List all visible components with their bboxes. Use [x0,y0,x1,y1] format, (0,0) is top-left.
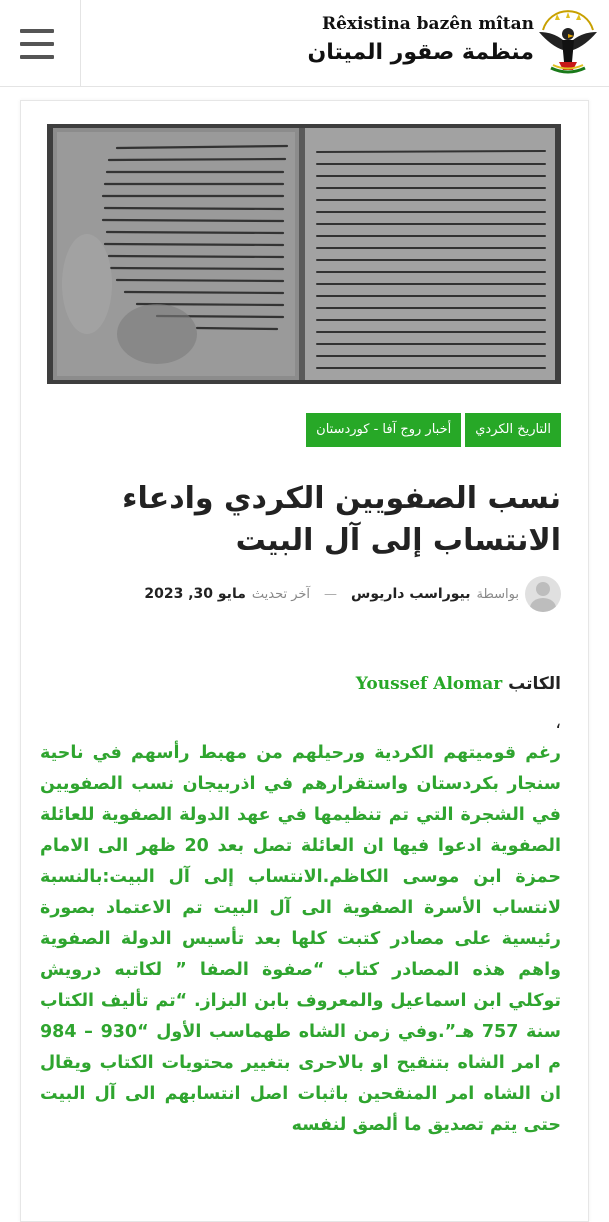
hamburger-menu-icon[interactable] [0,0,81,86]
site-header [0,0,609,87]
avatar-head [536,582,550,596]
menu-bar [20,55,54,59]
menu-bar [20,42,54,46]
avatar-body [530,598,556,612]
site-logo-latin[interactable]: Rêxistina bazên mîtan [321,14,534,34]
manuscript-pages-image[interactable] [47,124,561,384]
menu-bar [20,29,54,33]
byline-comma: ، [555,712,561,733]
article-date: مايو 30, 2023 [144,586,246,602]
category-tag[interactable]: أخبار روج آفا - كوردستان [306,413,461,447]
article-title: نسب الصفويين الكردي وادعاء الانتساب إلى آل البيت [122,481,561,558]
byline-label: الكاتب [508,674,561,694]
byline-name: Youssef Alomar [355,674,503,694]
article-meta [144,574,561,614]
author-avatar[interactable] [525,576,561,612]
by-label: بواسطة [476,586,519,602]
updated-label: آخر تحديث [251,586,311,602]
author-link[interactable]: بيوراسب داريوس [351,586,471,602]
site-logo-arabic[interactable]: منظمة صقور الميتان [307,40,534,65]
category-tags [306,413,561,447]
eagle-emblem-icon[interactable] [537,10,599,76]
article-body: رغم قوميتهم الكردية ورحيلهم من مهبط رأسهم في ناحية سنجار بكردستان واستقرارهم في اذربيجان نسب الصفويين في الشجرة التي تم تنظيمها في عهد الدولة الصفوية للعائلة الصفوية ادعوا فيها ان العائلة تصل بعد 20 ظهر الى الامام حمزة ابن موسى الكاظم.الانتساب إلى آل البيت:بالنسبة لانتساب الأسرة الصفوية الى آل البيت تم الاعتماد بصورة رئيسية على مصادر كتبت كلها بعد تأسيس الدولة الصفوية واهم هذه المصادر كتاب “صفوة الصفا ” لكاتبه درويش توكلي ابن اسماعيل والمعروف بابن البزاز. “تم تأليف الكتاب سنة 757 هـ”.وفي زمن الشاه طهماسب الأول “930 – 984 م امر الشاه بتنقيح او بالاحرى بتغيير محتويات الكتاب ويقال ان الشاه امر المنقحين باثبات اصل انتسابهم الى آل البيت حتى يتم تصديق ما ألصق لنفسه [40,743,562,1135]
byline [356,674,561,694]
category-tag[interactable]: التاريخ الكردي [465,413,561,447]
meta-separator: — [324,586,338,602]
